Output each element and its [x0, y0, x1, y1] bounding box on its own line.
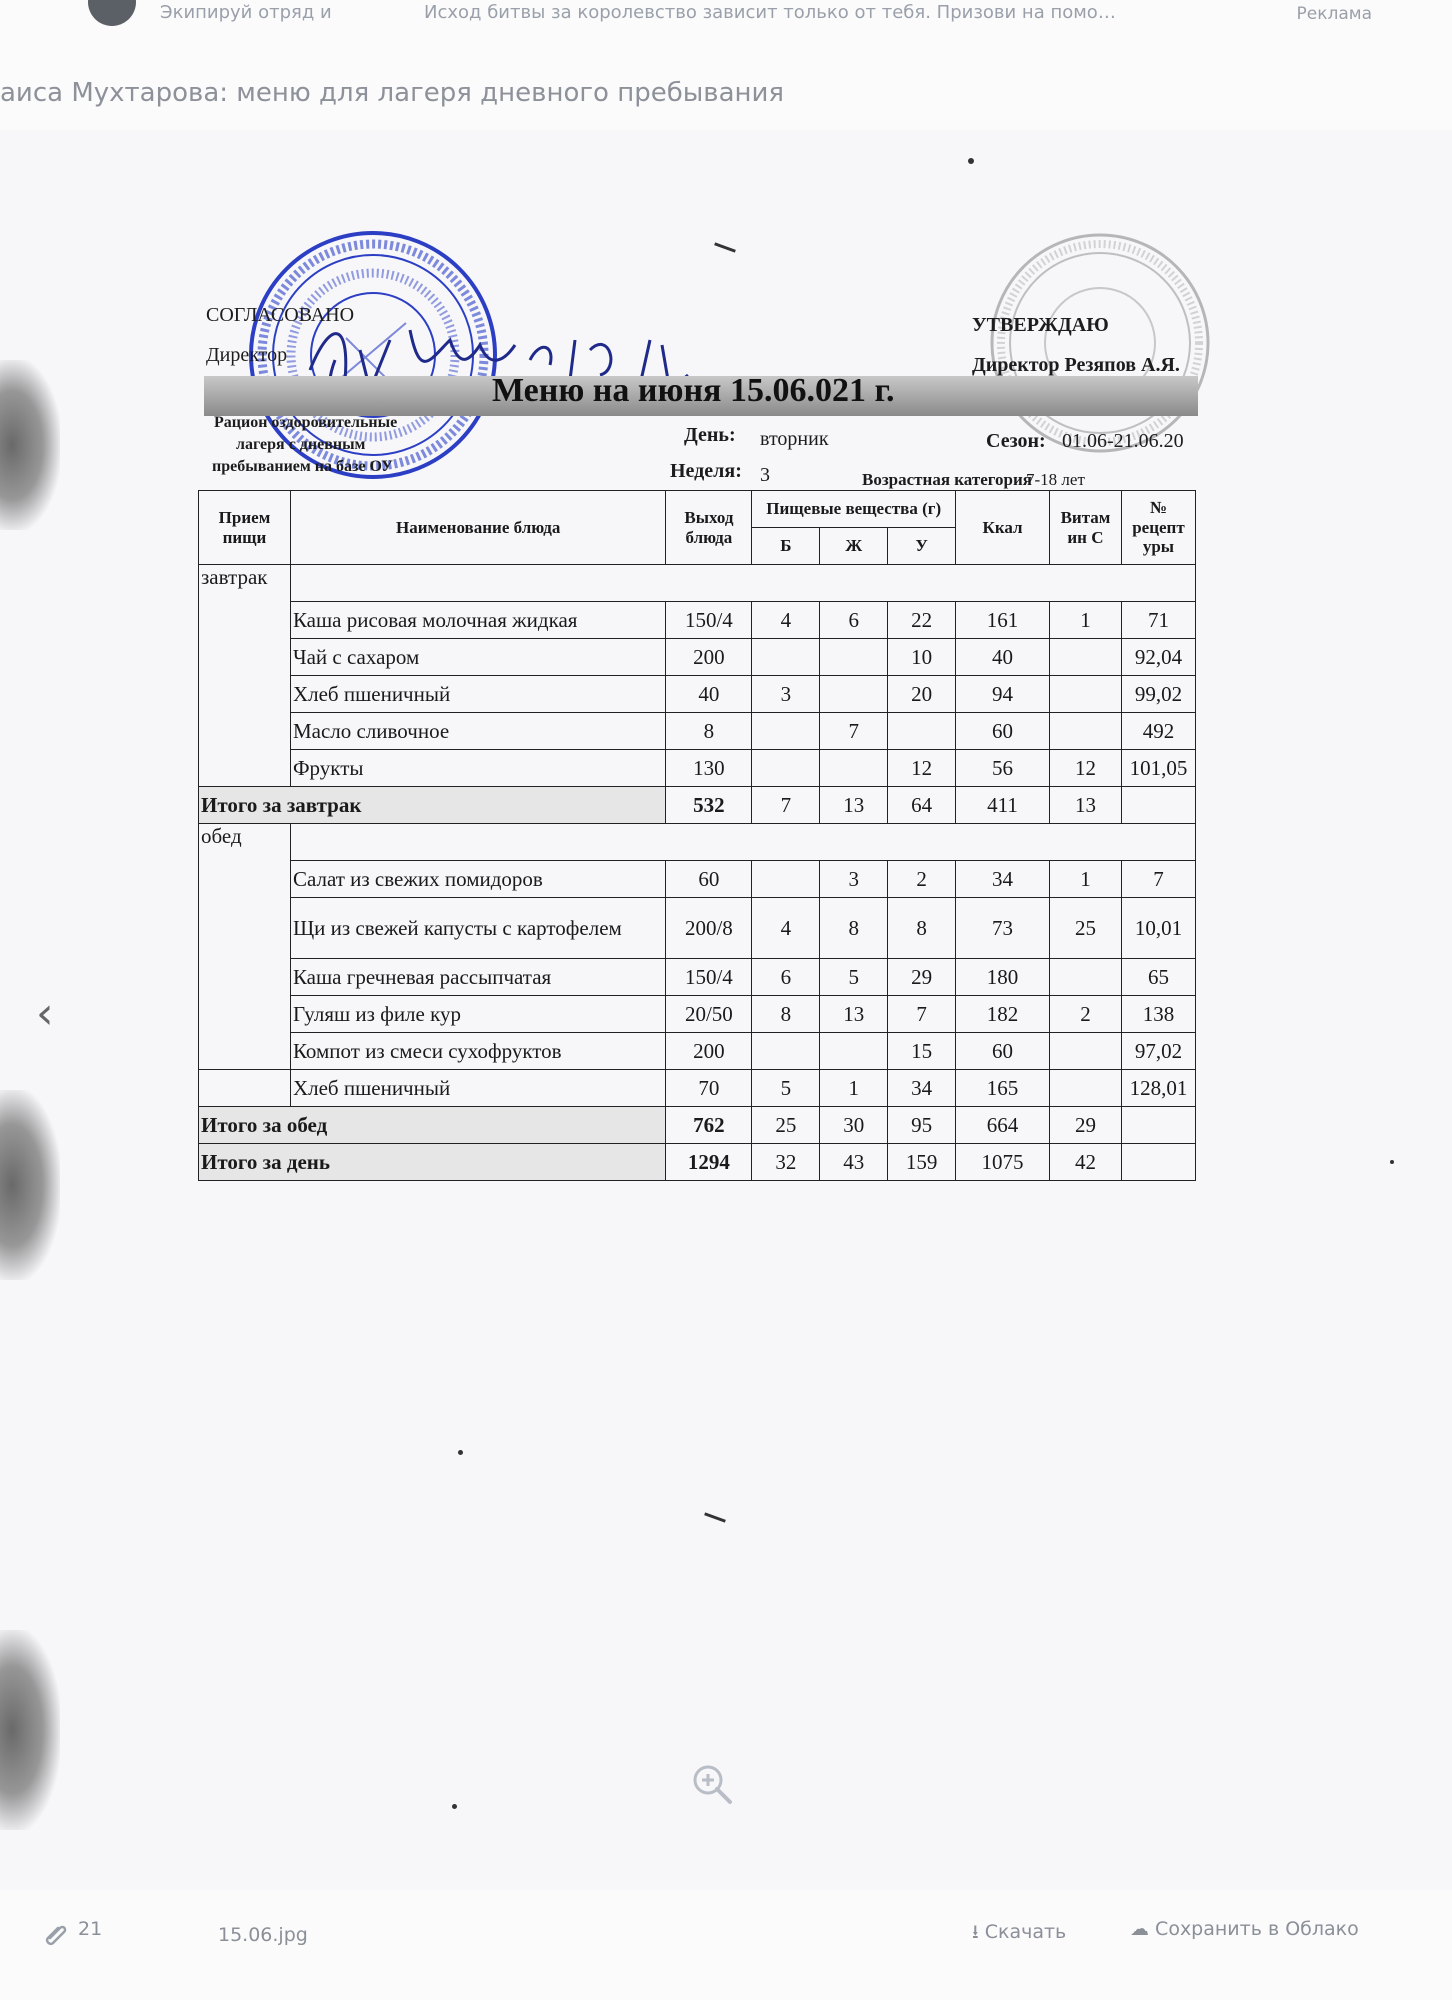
dish-vitc: 12: [1049, 750, 1121, 787]
lunch-total-label: Итого за обед: [199, 1107, 666, 1144]
dish-b: [752, 1033, 820, 1070]
dish-zh: 5: [820, 959, 888, 996]
file-name: 15.06.jpg: [218, 1924, 308, 1946]
header-dish: Наименование блюда: [290, 491, 665, 565]
table-row: [199, 639, 1196, 676]
director-right-label: Директор Резяпов А.Я.: [972, 354, 1180, 376]
header-nutrients: Пищевые вещества (г): [752, 491, 956, 528]
dish-name: Каша гречневая рассыпчатая: [290, 959, 665, 996]
total-b: 25: [752, 1107, 820, 1144]
dish-u: 34: [888, 1070, 956, 1107]
dish-yield: 70: [666, 1070, 752, 1107]
total-vitc: 13: [1049, 787, 1121, 824]
dish-u: 15: [888, 1033, 956, 1070]
download-icon: ⭳: [972, 1921, 979, 1943]
total-zh: 43: [820, 1144, 888, 1181]
previous-arrow-icon[interactable]: ‹: [36, 988, 54, 1039]
total-recipe: [1121, 787, 1195, 824]
table-row: [199, 996, 1196, 1033]
dish-recipe: 101,05: [1121, 750, 1195, 787]
save-to-cloud-button[interactable]: [1130, 1918, 1359, 1940]
table-row: [199, 713, 1196, 750]
dish-name: Каша рисовая молочная жидкая: [290, 602, 665, 639]
total-recipe: [1121, 1144, 1195, 1181]
header-vitc: Витам ин С: [1049, 491, 1121, 565]
total-vitc: 29: [1049, 1107, 1121, 1144]
total-u: 64: [888, 787, 956, 824]
ration-line-1: Рацион оздоровительные: [214, 414, 398, 431]
dish-kcal: 165: [956, 1070, 1050, 1107]
dish-b: 6: [752, 959, 820, 996]
scan-speck: [1390, 1160, 1394, 1164]
header-b: Б: [752, 528, 820, 565]
dish-kcal: 34: [956, 861, 1050, 898]
dish-zh: 8: [820, 898, 888, 959]
cloud-icon: ☁: [1130, 1918, 1149, 1940]
dish-kcal: 161: [956, 602, 1050, 639]
dish-u: 8: [888, 898, 956, 959]
total-row: [199, 787, 1196, 824]
total-yield: 532: [666, 787, 752, 824]
dish-vitc: 1: [1049, 602, 1121, 639]
dish-kcal: 73: [956, 898, 1050, 959]
bottom-bar: [0, 1910, 1452, 1970]
scan-speck: [452, 1804, 457, 1809]
age-label: Возрастная категория: [862, 470, 1032, 489]
total-kcal: 1075: [956, 1144, 1050, 1181]
official-stamp-right: [985, 228, 1215, 458]
total-b: 32: [752, 1144, 820, 1181]
dish-vitc: 1: [1049, 861, 1121, 898]
dish-recipe: 92,04: [1121, 639, 1195, 676]
dish-b: 8: [752, 996, 820, 1033]
dish-b: 4: [752, 602, 820, 639]
dish-recipe: 97,02: [1121, 1033, 1195, 1070]
agreed-label: СОГЛАСОВАНО: [206, 304, 355, 326]
dish-name: Салат из свежих помидоров: [290, 861, 665, 898]
dish-yield: 150/4: [666, 959, 752, 996]
header-yield: Выход блюда: [666, 491, 752, 565]
dish-recipe: 138: [1121, 996, 1195, 1033]
dish-kcal: 94: [956, 676, 1050, 713]
total-row: [199, 1107, 1196, 1144]
age-value: 7-18 лет: [1026, 470, 1085, 489]
dish-zh: 7: [820, 713, 888, 750]
dish-kcal: 60: [956, 1033, 1050, 1070]
dish-zh: [820, 639, 888, 676]
dish-b: [752, 861, 820, 898]
meal-breakfast: завтрак: [199, 565, 291, 787]
breakfast-total-label: Итого за завтрак: [199, 787, 666, 824]
dish-recipe: 492: [1121, 713, 1195, 750]
dish-kcal: 180: [956, 959, 1050, 996]
dish-yield: 8: [666, 713, 752, 750]
ad-bar[interactable]: [0, 0, 1452, 30]
dish-u: 10: [888, 639, 956, 676]
dish-u: 2: [888, 861, 956, 898]
dish-b: [752, 639, 820, 676]
director-left-label: Директор: [206, 344, 288, 366]
dish-yield: 60: [666, 861, 752, 898]
punch-holes-top: [0, 360, 60, 530]
dish-yield: 20/50: [666, 996, 752, 1033]
save-label: Сохранить в Облако: [1155, 1918, 1359, 1940]
total-kcal: 664: [956, 1107, 1050, 1144]
day-label: День:: [684, 424, 736, 446]
download-label: Скачать: [984, 1921, 1067, 1943]
dish-vitc: [1049, 959, 1121, 996]
dish-zh: 1: [820, 1070, 888, 1107]
total-zh: 30: [820, 1107, 888, 1144]
table-row: [199, 898, 1196, 959]
dish-name: Хлеб пшеничный: [290, 676, 665, 713]
dish-recipe: 65: [1121, 959, 1195, 996]
meal-lunch: обед: [199, 824, 291, 1070]
dish-u: 12: [888, 750, 956, 787]
dish-kcal: 60: [956, 713, 1050, 750]
total-yield: 1294: [666, 1144, 752, 1181]
table-row: [199, 602, 1196, 639]
scan-speck: [968, 158, 974, 164]
scan-speck: [458, 1450, 463, 1455]
dish-zh: 6: [820, 602, 888, 639]
dish-name: Компот из смеси сухофруктов: [290, 1033, 665, 1070]
dish-yield: 200: [666, 639, 752, 676]
dish-b: 4: [752, 898, 820, 959]
total-u: 95: [888, 1107, 956, 1144]
header-recipe: № рецепт уры: [1121, 491, 1195, 565]
dish-yield: 150/4: [666, 602, 752, 639]
dish-name: Масло сливочное: [290, 713, 665, 750]
day-value: вторник: [760, 428, 829, 450]
dish-vitc: [1049, 639, 1121, 676]
dish-name: Гуляш из филе кур: [290, 996, 665, 1033]
ad-label: Реклама: [1296, 4, 1372, 24]
table-row: [199, 1033, 1196, 1070]
header-u: У: [888, 528, 956, 565]
total-kcal: 411: [956, 787, 1050, 824]
dish-b: [752, 750, 820, 787]
dish-recipe: 10,01: [1121, 898, 1195, 959]
week-label: Неделя:: [670, 460, 742, 482]
dish-vitc: 2: [1049, 996, 1121, 1033]
ration-line-2: лагеря с дневным: [236, 436, 366, 453]
total-vitc: 42: [1049, 1144, 1121, 1181]
total-recipe: [1121, 1107, 1195, 1144]
dish-name: Чай с сахаром: [290, 639, 665, 676]
dish-u: 29: [888, 959, 956, 996]
table-row: [199, 824, 1196, 861]
total-row: [199, 1144, 1196, 1181]
attachment-count: 21: [78, 1918, 103, 1940]
menu-table: [198, 490, 1196, 1181]
dish-vitc: [1049, 1070, 1121, 1107]
ad-title[interactable]: Экипируй отряд и: [160, 2, 332, 23]
header-kcal: Ккал: [956, 491, 1050, 565]
table-row: [199, 750, 1196, 787]
menu-title: Меню на июня 15.06.021 г.: [492, 372, 895, 409]
table-row: [199, 861, 1196, 898]
day-total-label: Итого за день: [199, 1144, 666, 1181]
season-label: Сезон:: [986, 430, 1046, 452]
dish-kcal: 56: [956, 750, 1050, 787]
lunch-spacer: [290, 824, 1195, 861]
dish-kcal: 40: [956, 639, 1050, 676]
dish-name: Щи из свежей капусты с картофелем: [290, 898, 665, 959]
dish-recipe: 71: [1121, 602, 1195, 639]
dish-vitc: [1049, 1033, 1121, 1070]
dish-vitc: [1049, 713, 1121, 750]
total-yield: 762: [666, 1107, 752, 1144]
dish-kcal: 182: [956, 996, 1050, 1033]
dish-b: 5: [752, 1070, 820, 1107]
header-zh: Ж: [820, 528, 888, 565]
ration-line-3: пребыванием на базе ОУ: [212, 458, 393, 475]
table-row: [199, 959, 1196, 996]
table-row: [199, 565, 1196, 602]
dish-zh: [820, 750, 888, 787]
punch-holes-bottom: [0, 1630, 60, 1830]
table-row: [199, 676, 1196, 713]
dish-name: Фрукты: [290, 750, 665, 787]
dish-zh: 3: [820, 861, 888, 898]
dish-vitc: 25: [1049, 898, 1121, 959]
header-meal: Прием пищи: [199, 491, 291, 565]
dish-yield: 200: [666, 1033, 752, 1070]
approve-label: УТВЕРЖДАЮ: [972, 314, 1109, 336]
breakfast-spacer: [290, 565, 1195, 602]
zoom-in-icon[interactable]: [690, 1762, 734, 1806]
dish-yield: 130: [666, 750, 752, 787]
week-value: 3: [760, 464, 770, 486]
attachment-clip-icon: [42, 1920, 70, 1948]
season-value: 01.06-21.06.20: [1062, 430, 1184, 452]
dish-vitc: [1049, 676, 1121, 713]
dish-yield: 40: [666, 676, 752, 713]
attachment-title: аиса Мухтарова: меню для лагеря дневного пребывания: [0, 78, 785, 108]
dish-u: 7: [888, 996, 956, 1033]
dish-zh: [820, 1033, 888, 1070]
ad-text[interactable]: Исход битвы за королевство зависит только от тебя. Призови на помо…: [424, 2, 1116, 23]
dish-yield: 200/8: [666, 898, 752, 959]
dish-zh: [820, 676, 888, 713]
dish-u: 22: [888, 602, 956, 639]
dish-name: Хлеб пшеничный: [290, 1070, 665, 1107]
total-u: 159: [888, 1144, 956, 1181]
dish-recipe: 128,01: [1121, 1070, 1195, 1107]
dish-recipe: 7: [1121, 861, 1195, 898]
download-button[interactable]: [972, 1918, 1066, 1950]
bread-meal-cell: [199, 1070, 291, 1107]
dish-u: [888, 713, 956, 750]
dish-recipe: 99,02: [1121, 676, 1195, 713]
total-b: 7: [752, 787, 820, 824]
ad-avatar[interactable]: [88, 0, 136, 26]
total-zh: 13: [820, 787, 888, 824]
dish-b: 3: [752, 676, 820, 713]
table-row: [199, 1070, 1196, 1107]
dish-u: 20: [888, 676, 956, 713]
dish-b: [752, 713, 820, 750]
dish-zh: 13: [820, 996, 888, 1033]
punch-holes-middle: [0, 1090, 60, 1280]
